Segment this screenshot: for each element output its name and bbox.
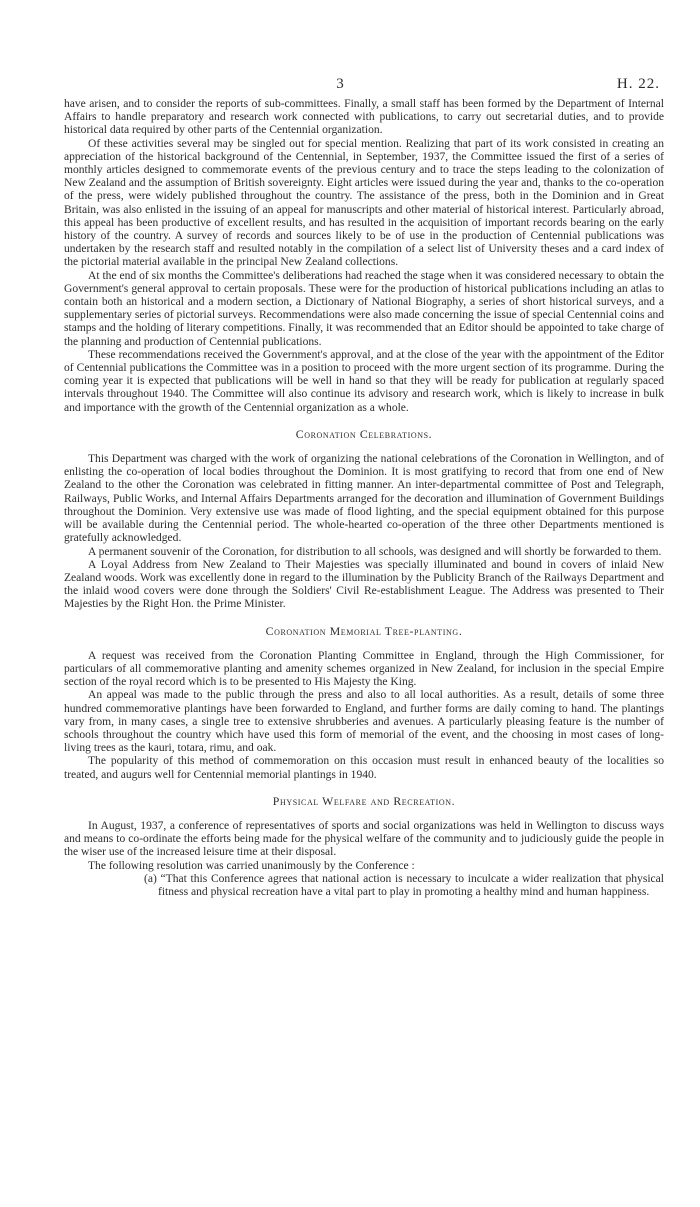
paragraph: have arisen, and to consider the reports of sub-committees. Finally, a small staff has been formed by the Department of Internal Affairs to handle preparatory and research work connected with publications, to carry out secretarial duties, and to provide historical data required by other parts of the Centennial organization. — [64, 98, 664, 137]
section-heading-physical-welfare: Physical Welfare and Recreation. — [272, 793, 456, 808]
paragraph: The following resolution was carried unanimously by the Conference : — [88, 859, 415, 872]
paragraph: These recommendations received the Government's approval, and at the close of the year with the appointment of the Editor of Centennial publications the Committee was in a position to proceed with the more urgent section of its programme. During the coming year it is expected that publications will be well in hand so that they will be ready for publication at regularly spaced intervals throughout 1940. The Committee will also continue its advisory and research work, which is likely to increase in bulk and importance with the growth of the Centennial organization as a whole. — [64, 348, 664, 414]
paragraph: A permanent souvenir of the Coronation, for distribution to all schools, was designed and will shortly be forwarded to them. — [88, 545, 662, 558]
section-heading-tree-planting: Coronation Memorial Tree-planting. — [265, 623, 463, 638]
resolution-item-a: (a) “That this Conference agrees that national action is necessary to inculcate a wider realization that physical fitness and physical recreation have a vital part to play in promoting a healthy mind and human happiness. — [144, 872, 664, 898]
paragraph: In August, 1937, a conference of representatives of sports and social organizations was held in Wellington to discuss ways and means to co-ordinate the efforts being made for the physical welfare of the community and to judiciously guide the people in the wiser use of the increased leisure time at their disposal. — [64, 819, 664, 859]
paragraph: A Loyal Address from New Zealand to Their Majesties was specially illuminated and bound in covers of inlaid New Zealand woods. Work was excellently done in regard to the illumination by the Publicity Branch of the Railways Department and the inlaid wood covers were done through the Soldiers' Civil Re-establishment League. The Address was presented to Their Majesties by the Right Hon. the Prime Minister. — [64, 558, 664, 611]
paragraph: A request was received from the Coronation Planting Committee in England, through the High Commissioner, for particulars of all commemorative planting and amenity schemes organized in New Zealand, for inclusion in the special Empire section of the royal record which is to be presented to His Majesty the King. — [64, 649, 664, 689]
section-heading-coronation: Coronation Celebrations. — [295, 426, 433, 441]
body-text — [64, 98, 664, 899]
document-reference: H. 22. — [616, 76, 660, 92]
paragraph: Of these activities several may be singled out for special mention. Realizing that part of its work consisted in creating an appreciation of the historical background of the Centennial, in September, 1937, the Committee issued the first of a series of monthly articles designed to commemorate events of the previous century and to trace the steps leading to the colonization of New Zealand and the assumption of British sovereignty. Eight articles were issued during the year and, thanks to the co-operation of the press, were widely published throughout the country. The assistance of the press, both in the Dominion and in Great Britain, was also enlisted in the issuing of an appeal for manuscripts and other material of historical interest. Particularly abroad, this appeal has been productive of excellent results, and has resulted in the acquisition of important records bearing on the early history of the country. A survey of records and sources likely to be of use in the production of Centennial publications was undertaken by the research staff and resulted notably in the compilation of a select list of University theses and a card index of the pictorial material available in the principal New Zealand collections. — [64, 137, 664, 269]
paragraph: The popularity of this method of commemoration on this occasion must result in enhanced beauty of the localities so treated, and augurs well for Centennial memorial plantings in 1940. — [64, 755, 664, 781]
paragraph: At the end of six months the Committee's deliberations had reached the stage when it was considered necessary to obtain the Government's general approval to certain proposals. These were for the production of historical publications including an atlas to contain both an historical and a modern section, a Dictionary of National Biography, a series of short historical surveys, and a supplementary series of pictorial surveys. Recommendations were also made concerning the issue of special Centennial coins and stamps and the holding of literary competitions. Finally, it was recommended that an Editor should be appointed to take charge of the planning and production of Centennial publications. — [64, 269, 664, 348]
paragraph: An appeal was made to the public through the press and also to all local authorities. As a result, details of some three hundred commemorative plantings have been forwarded to England, and further forms are daily coming to hand. The plantings vary from, in many cases, a single tree to extensive shrubberies and avenues. A particularly pleasing feature is the number of schools throughout the country which have used this form of memorial of the event, and the choosing in most cases of long-living trees as the kauri, totara, rimu, and oak. — [64, 689, 664, 755]
paragraph: This Department was charged with the work of organizing the national celebrations of the Coronation in Wellington, and of enlisting the co-operation of local bodies throughout the Dominion. It is most gratifying to record that from one end of New Zealand to the other the Coronation was celebrated in fitting manner. An inter-departmental committee of Post and Telegraph, Railways, Public Works, and Internal Affairs Departments arranged for the decoration and illumination of Government Buildings throughout the Dominion. Very extensive use was made of flood lighting, and the special equipment obtained for this purpose will be available during the Centennial period. The whole-hearted co-operation of the three other Departments mentioned is gratefully acknowledged. — [64, 453, 664, 545]
page-number: 3 — [336, 76, 344, 92]
